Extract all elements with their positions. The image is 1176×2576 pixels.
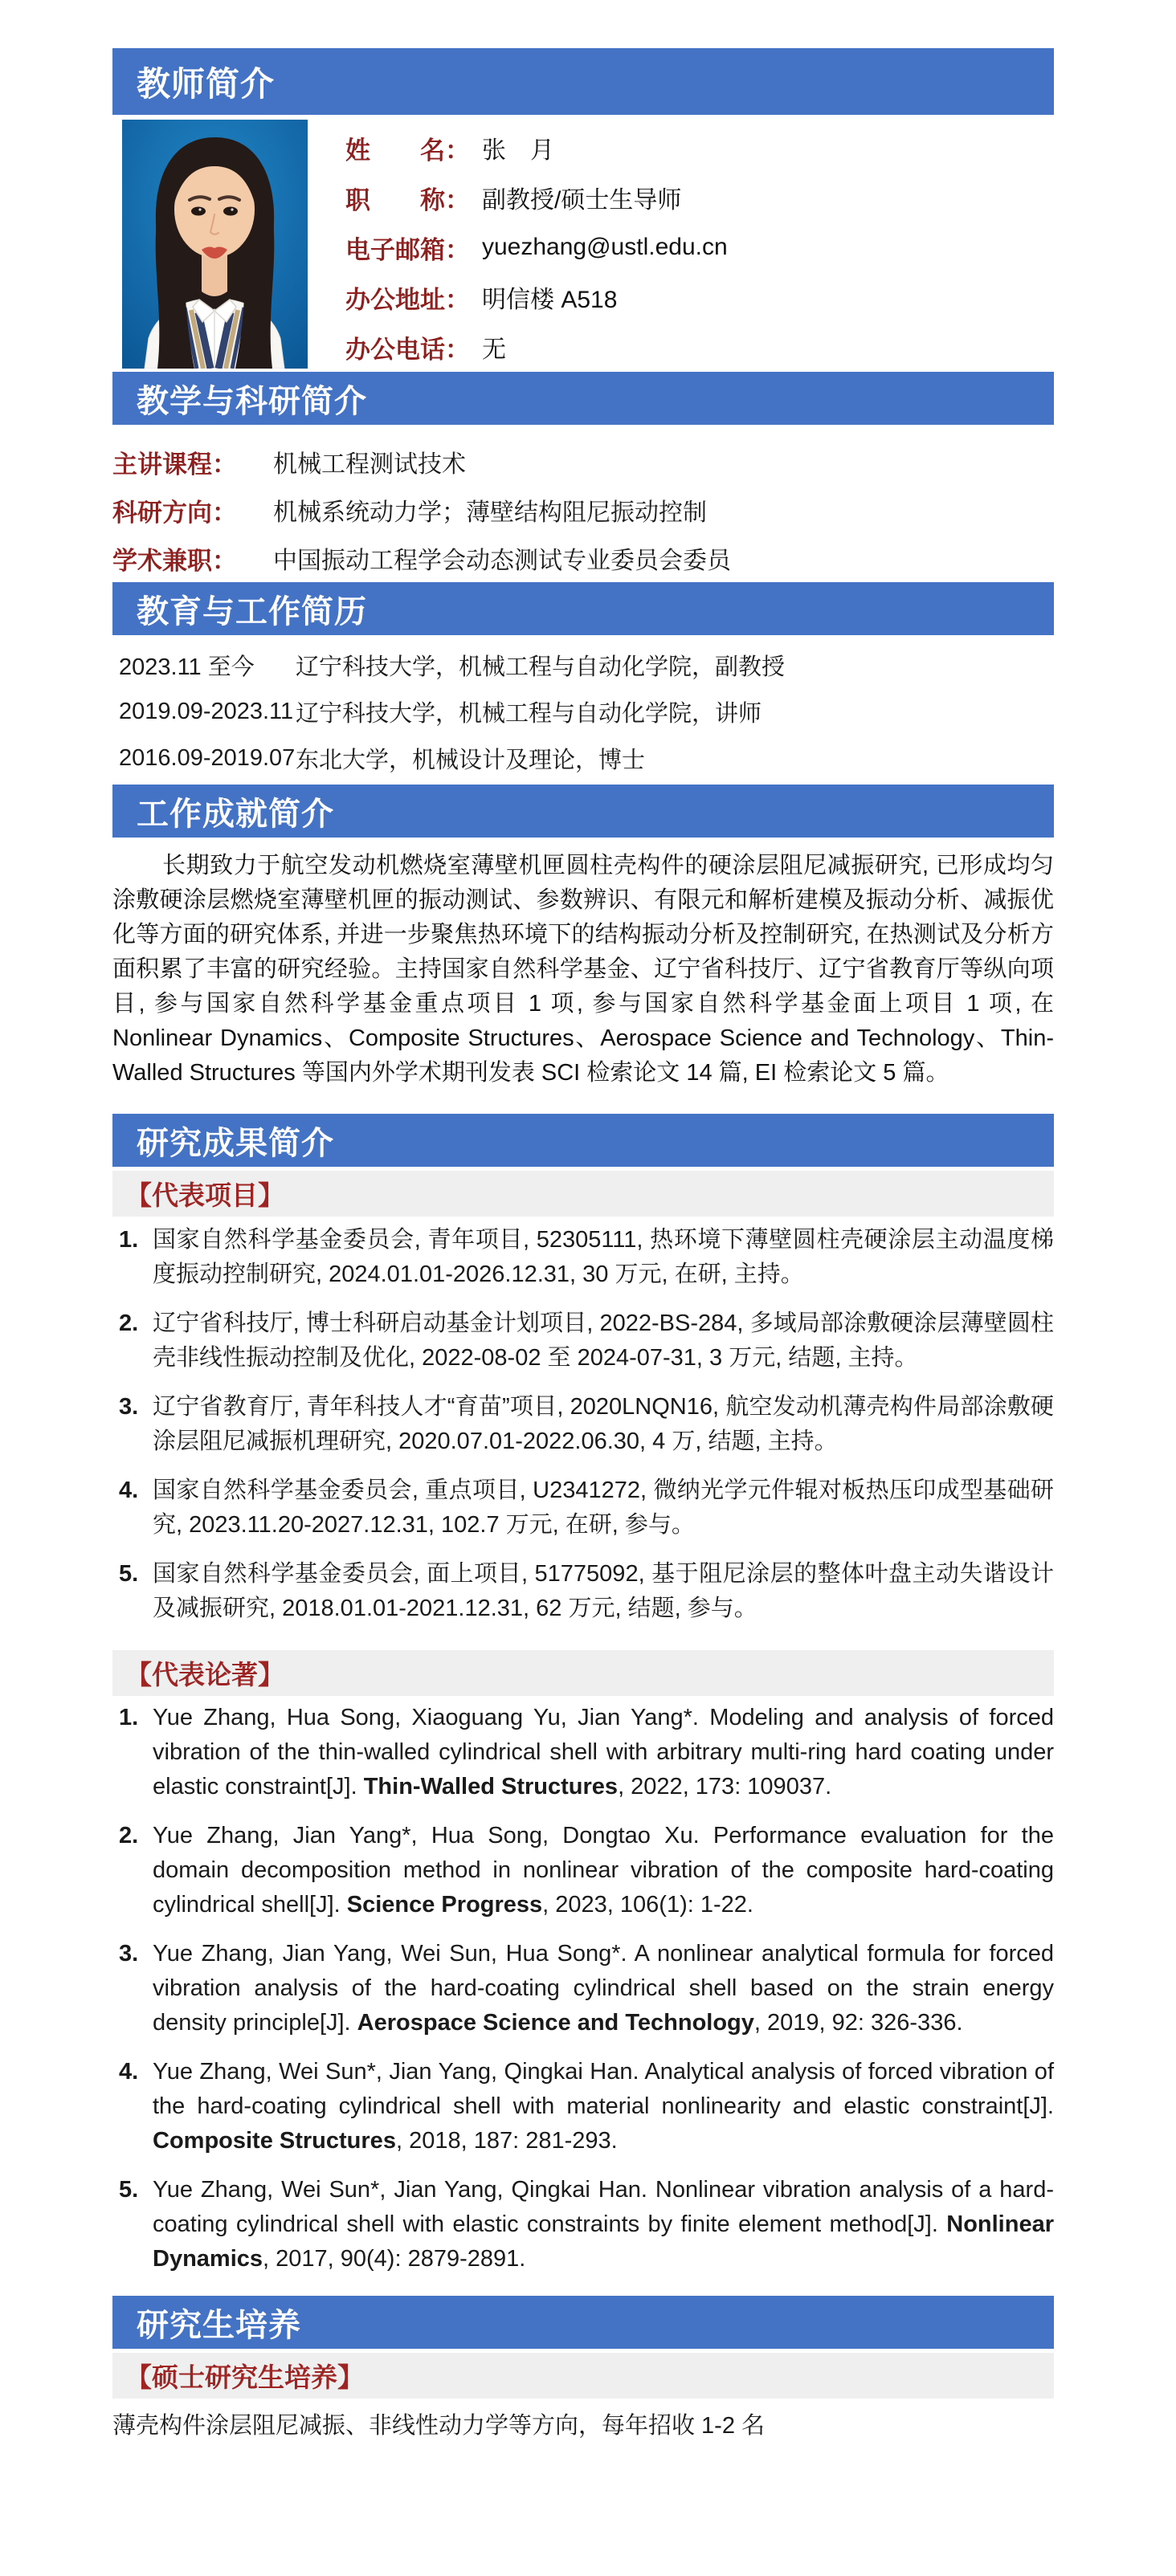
teaching-research-list <box>112 438 1054 582</box>
field-value-title: 副教授/硕士生导师 <box>482 187 682 214</box>
career-entry <box>112 688 1054 735</box>
section-title-research-results: 研究成果简介 <box>137 1125 334 1161</box>
graduate-heading-strip <box>112 2353 1054 2399</box>
section-title-achievements: 工作成就简介 <box>137 796 334 832</box>
field-value-phone: 无 <box>482 336 506 363</box>
paper-item <box>112 2055 1054 2158</box>
field-row-email <box>345 222 1054 272</box>
career-period: 2019.09-2023.11 <box>119 698 294 724</box>
paper-text: Yue Zhang, Wei Sun*, Jian Yang, Qingkai Han. Nonlinear vibration analysis of a hard-coating cylindrical shell with elastic constraints by finite element method[J]. Nonlinear Dynamics, 2017, 90(4): 2879-2891. <box>153 2177 1054 2272</box>
project-text: 辽宁省科技厅, 博士科研启动基金计划项目, 2022-BS-284, 多域局部涂敷硬涂层薄壁圆柱壳非线性振动控制及优化, 2022-08-02 至 2024-07-31, 3 万元, 结题, 主持。 <box>153 1310 1054 1371</box>
project-number: 4. <box>119 1478 139 1503</box>
projects-heading-strip <box>112 1171 1054 1217</box>
project-number: 5. <box>119 1561 139 1587</box>
career-entry <box>112 642 1054 688</box>
project-number: 3. <box>119 1394 139 1420</box>
field-row-title <box>345 173 1054 222</box>
paper-text: Yue Zhang, Hua Song, Xiaoguang Yu, Jian Yang*. Modeling and analysis of forced vibration of the thin-walled cylindrical shell with arbitrary multi-ring hard coating under elastic constraint[J]. Thin-Walled Structures, 2022, 173: 109037. <box>153 1705 1054 1800</box>
projects-heading: 【代表项目】 <box>125 1180 284 1210</box>
section-bar-graduate <box>112 2296 1054 2349</box>
field-label-phone: 办公电话： <box>345 335 470 364</box>
field-value-name: 张 月 <box>482 137 554 164</box>
graduate-recruitment-text: 薄壳构件涂层阻尼减振、非线性动力学等方向，每年招收 1-2 名 <box>112 2413 766 2439</box>
project-text: 国家自然科学基金委员会, 青年项目, 52305111, 热环境下薄壁圆柱壳硬涂层主动温度梯度振动控制研究, 2024.01.01-2026.12.31, 30 万元, 在研, 主持。 <box>153 1227 1054 1287</box>
field-row-office <box>345 272 1054 322</box>
teaching-value-posts: 中国振动工程学会动态测试专业委员会委员 <box>273 548 731 574</box>
project-text: 国家自然科学基金委员会, 重点项目, U2341272, 微纳光学元件辊对板热压印成型基础研究, 2023.11.20-2027.12.31, 102.7 万元, 在研, 参与。 <box>153 1478 1054 1538</box>
basic-info-list <box>345 120 1054 372</box>
section-title-graduate: 研究生培养 <box>137 2307 301 2343</box>
field-row-name <box>345 123 1054 173</box>
paper-number: 3. <box>119 1941 139 1967</box>
field-value-email: yuezhang@ustl.edu.cn <box>482 234 728 260</box>
paper-text: Yue Zhang, Jian Yang*, Hua Song, Dongtao Xu. Performance evaluation for the domain decomposition method in nonlinear vibration of the composite hard-coating cylindrical shell[J]. Science Progress, 2023, 106(1): 1-22. <box>153 1823 1054 1918</box>
teaching-row-courses <box>112 438 1054 486</box>
field-label-name: 姓 名： <box>345 136 470 165</box>
career-period: 2023.11 至今 <box>119 654 255 680</box>
section-title-teacher-intro: 教师简介 <box>137 64 276 103</box>
section-bar-achievements <box>112 785 1054 838</box>
field-value-office: 明信楼 A518 <box>482 287 618 313</box>
achievements-paragraph: 长期致力于航空发动机燃烧室薄壁机匣圆柱壳构件的硬涂层阻尼减振研究, 已形成均匀涂敷硬涂层燃烧室薄壁机匣的振动测试、参数辨识、有限元和解析建模及振动分析、减振优化等方面的研究体系, 并进一步聚焦热环境下的结构振动分析及控制研究, 在热测试及分析方面积累了丰富的研究经验。主持国家自然科学基金、辽宁省科技厅、辽宁省教育厅等纵向项目, 参与国家自然科学基金重点项目 1 项, 参与国家自然科学基金面上项目 1 项, 在 Nonlinear Dynamics、Composite Structures、Aerospace Science and Technology、Thin-Walled Structures 等国内外学术期刊发表 SCI 检索论文 14 篇, EI 检索论文 5 篇。 <box>112 853 1054 1086</box>
paper-number: 2. <box>119 1823 139 1848</box>
teaching-value-direction: 机械系统动力学；薄壁结构阻尼振动控制 <box>273 499 707 526</box>
teaching-value-courses: 机械工程测试技术 <box>273 451 466 478</box>
section-bar-teacher-intro <box>112 48 1054 115</box>
field-label-office: 办公地址： <box>345 285 470 314</box>
paper-number: 1. <box>119 1705 139 1730</box>
field-row-phone <box>345 322 1054 372</box>
teaching-row-posts <box>112 534 1054 582</box>
projects-list <box>112 1223 1054 1626</box>
section-title-education-career: 教育与工作简历 <box>137 593 367 630</box>
project-text: 辽宁省教育厅, 青年科技人才“育苗”项目, 2020LNQN16, 航空发动机薄壳构件局部涂敷硬涂层阻尼减振机理研究, 2020.07.01-2022.06.30, 4 万, 结题, 主持。 <box>153 1394 1054 1454</box>
paper-number: 4. <box>119 2059 139 2085</box>
education-career-list <box>112 642 1054 781</box>
project-number: 1. <box>119 1227 139 1253</box>
field-label-title: 职 称： <box>345 185 470 214</box>
section-bar-teaching-research <box>112 372 1054 425</box>
paper-item <box>112 1937 1054 2040</box>
paper-item <box>112 1819 1054 1922</box>
teacher-portrait-illustration <box>122 120 308 369</box>
paper-text: Yue Zhang, Jian Yang, Wei Sun, Hua Song*. A nonlinear analytical formula for forced vibration analysis of the hard-coating cylindrical shell based on the strain energy density principle[J]. Aerospace Science and Technology, 2019, 92: 326-336. <box>153 1941 1054 2036</box>
project-item <box>112 1223 1054 1292</box>
teacher-photo <box>122 120 308 369</box>
teaching-label-courses: 主讲课程： <box>112 450 237 479</box>
graduate-heading: 【硕士研究生培养】 <box>125 2362 364 2392</box>
papers-heading-strip <box>112 1650 1054 1696</box>
career-period: 2016.09-2019.07 <box>119 744 296 771</box>
project-text: 国家自然科学基金委员会, 面上项目, 51775092, 基于阻尼涂层的整体叶盘主动失谐设计及减振研究, 2018.01.01-2021.12.31, 62 万元, 结题, 参与。 <box>153 1561 1054 1621</box>
paper-number: 5. <box>119 2177 139 2203</box>
section-title-teaching-research: 教学与科研简介 <box>137 383 367 419</box>
papers-list <box>112 1701 1054 2276</box>
teaching-row-direction <box>112 486 1054 534</box>
profile-block <box>112 120 1054 372</box>
section-bar-education-career <box>112 582 1054 635</box>
project-number: 2. <box>119 1310 139 1336</box>
teaching-label-posts: 学术兼职： <box>112 546 237 575</box>
papers-heading: 【代表论著】 <box>125 1660 284 1689</box>
project-item <box>112 1390 1054 1459</box>
career-description: 东北大学，机械设计及理论，博士 <box>296 747 646 773</box>
career-description: 辽宁科技大学，机械工程与自动化学院，副教授 <box>296 654 786 680</box>
career-entry <box>112 735 1054 781</box>
project-item <box>112 1557 1054 1626</box>
paper-item <box>112 2173 1054 2276</box>
project-item <box>112 1306 1054 1376</box>
career-description: 辽宁科技大学，机械工程与自动化学院，讲师 <box>296 700 762 727</box>
paper-item <box>112 1701 1054 1804</box>
teaching-label-direction: 科研方向： <box>112 498 237 527</box>
paper-text: Yue Zhang, Wei Sun*, Jian Yang, Qingkai Han. Analytical analysis of forced vibration of the hard-coating cylindrical shell with material nonlinearity and elastic constraint[J]. Composite Structures, 2018, 187: 281-293. <box>153 2059 1054 2154</box>
project-item <box>112 1473 1054 1543</box>
field-label-email: 电子邮箱： <box>345 235 470 264</box>
section-bar-research-results <box>112 1114 1054 1167</box>
